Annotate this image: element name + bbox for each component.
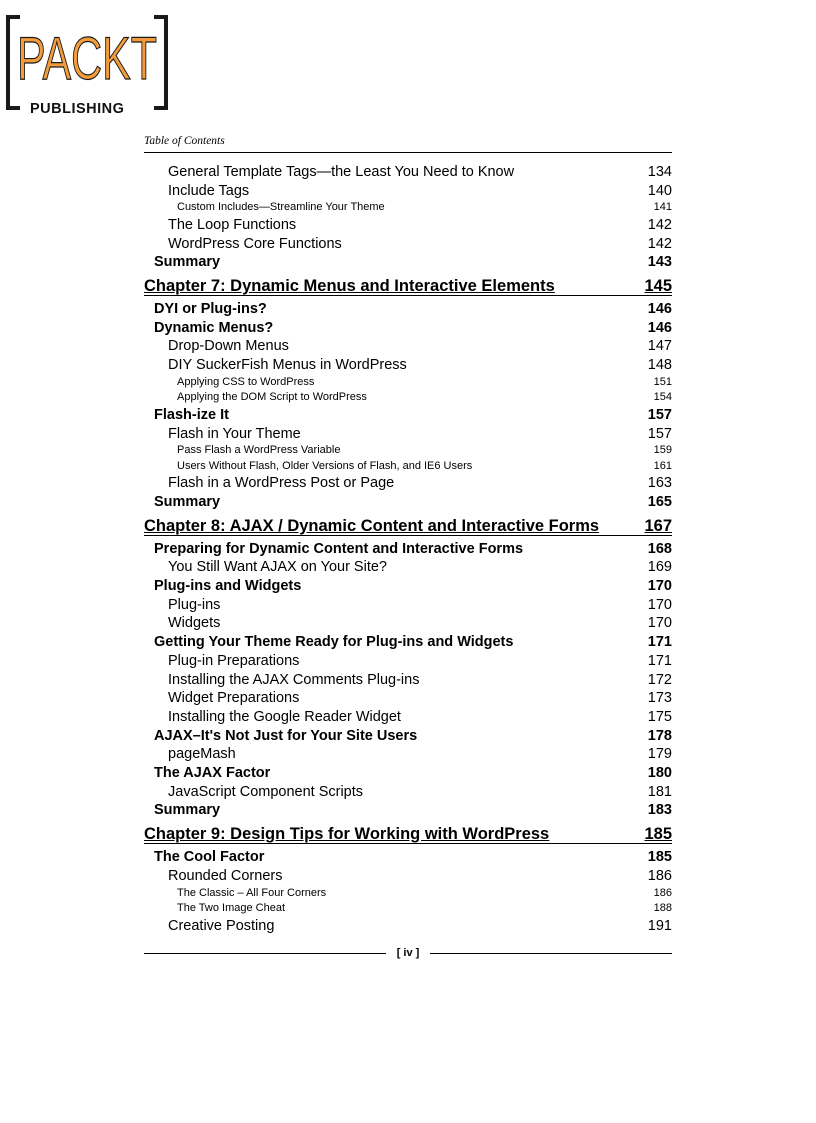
toc-entry-page: 179 [647,746,672,763]
toc-entry-title: Summary [154,493,221,510]
toc-entry-page: 145 [644,277,672,295]
toc-entry-title: Widget Preparations [168,690,300,707]
toc-entry-page: 191 [647,917,672,934]
toc-row[interactable] [144,596,672,614]
toc-row[interactable] [144,216,672,234]
toc-entry-title: The Classic – All Four Corners [177,886,327,899]
toc-chapter-row[interactable] [144,516,672,536]
toc-row[interactable] [144,801,672,819]
toc-entry-title: Applying the DOM Script to WordPress [177,391,367,404]
toc-entry-page: 140 [647,182,672,199]
toc-entry-page: 146 [647,301,672,317]
toc-row[interactable] [144,652,672,670]
page-number: [ iv ] [396,947,420,959]
toc-entry-page: 175 [647,708,672,725]
toc-row[interactable] [144,406,672,424]
toc-entry-title: Flash in a WordPress Post or Page [168,475,395,492]
toc-entry-page: 148 [647,357,672,374]
toc-entry-page: 141 [653,201,672,214]
toc-row[interactable] [144,356,672,374]
toc-row[interactable] [144,425,672,443]
toc-entry-title: Installing the Google Reader Widget [168,708,401,725]
toc-entry-title: Chapter 7: Dynamic Menus and Interactive Elements [144,277,555,295]
toc-entry-page: 163 [647,475,672,492]
logo-subword: PUBLISHING [30,101,125,117]
toc-entry-page: 169 [647,559,672,576]
toc-entry-page: 154 [653,391,672,404]
toc-entry-page: 173 [647,690,672,707]
toc-row[interactable] [144,182,672,200]
toc-entry-title: Users Without Flash, Older Versions of Flash, and IE6 Users [177,459,473,472]
toc-row[interactable] [144,764,672,782]
toc-entry-page: 185 [647,849,672,866]
toc-entry-page: 142 [647,216,672,233]
toc-row[interactable] [144,901,672,915]
toc-entry-page: 159 [653,444,672,457]
toc-entry-title: WordPress Core Functions [168,235,342,252]
toc-row[interactable] [144,745,672,763]
toc-entry-page: 186 [647,867,672,884]
toc-row[interactable] [144,558,672,576]
toc-row[interactable] [144,633,672,651]
toc-entry-page: 188 [653,902,672,914]
toc-row[interactable] [144,540,672,558]
toc-entry-page: 170 [647,596,672,613]
toc-row[interactable] [144,577,672,595]
toc-entry-page: 142 [647,235,672,252]
toc-entry-title: Plug-ins and Widgets [154,578,302,594]
toc-row[interactable] [144,253,672,271]
toc-row[interactable] [144,319,672,337]
toc-entry-page: 165 [647,493,672,510]
toc-entry-title: Widgets [168,615,221,632]
toc-row[interactable] [144,474,672,492]
toc-entry-title: Applying CSS to WordPress [177,375,315,388]
toc-entry-title: Dynamic Menus? [154,319,274,336]
toc-entry-page: 161 [653,459,672,472]
toc-entry-page: 167 [644,516,672,535]
toc-row[interactable] [144,390,672,404]
toc-entry-title: Chapter 8: AJAX / Dynamic Content and Interactive Forms [144,516,600,535]
toc-row[interactable] [144,235,672,253]
toc-row[interactable] [144,200,672,214]
toc-row[interactable] [144,727,672,745]
toc-entry-title: JavaScript Component Scripts [168,783,364,800]
toc-entry-title: AJAX–It's Not Just for Your Site Users [154,727,418,744]
toc-row[interactable] [144,671,672,689]
toc-entry-page: 170 [647,578,672,594]
toc-entry-page: 151 [653,375,672,388]
toc-entry-page: 146 [647,319,672,336]
toc-row[interactable] [144,459,672,473]
toc-entry-page: 171 [647,652,672,669]
toc-entry-title: Installing the AJAX Comments Plug-ins [168,671,420,688]
packt-logo-mark [6,15,168,92]
running-header: Table of Contents [144,135,225,147]
toc-row[interactable] [144,783,672,801]
toc-entry-page: 178 [647,727,672,744]
toc-row[interactable] [144,493,672,511]
toc-entry-title: Custom Includes—Streamline Your Theme [177,201,385,214]
toc-entry-title: Flash in Your Theme [168,425,301,442]
toc-entry-title: The Loop Functions [168,216,297,233]
toc-entry-page: 157 [647,425,672,442]
toc-entry-page: 171 [647,634,672,651]
toc-entry-page: 185 [644,825,672,844]
toc-entry-page: 168 [647,540,672,557]
toc-entry-page: 170 [647,615,672,632]
toc-entry-title: Preparing for Dynamic Content and Interactive Forms [154,540,524,557]
toc-entry-page: 180 [647,765,672,781]
toc-entry-title: Getting Your Theme Ready for Plug-ins and Widgets [154,634,514,651]
toc-entry-title: The Cool Factor [154,849,265,866]
toc-entry-page: 172 [647,671,672,688]
toc-entry-title: Rounded Corners [168,867,283,884]
toc-row[interactable] [144,708,672,726]
toc-row[interactable] [144,689,672,707]
toc-row[interactable] [144,163,672,181]
toc-entry-page: 181 [647,783,672,800]
toc-entry-page: 143 [647,254,672,271]
toc-entry-page: 186 [653,886,672,899]
toc-row[interactable] [144,337,672,355]
toc-row[interactable] [144,867,672,885]
toc-entry-title: Summary [154,802,221,819]
toc-entry-title: DYI or Plug-ins? [154,301,267,317]
toc-entry-page: 183 [647,802,672,819]
toc-row[interactable] [144,917,672,935]
footer-rule-right [430,953,672,954]
header-rule [144,152,672,153]
toc-row[interactable] [144,848,672,866]
toc-entry-page: 134 [647,164,672,180]
toc-entry-title: Plug-in Preparations [168,652,300,669]
toc-entry-title: You Still Want AJAX on Your Site? [168,559,387,576]
toc-entry-title: Include Tags [168,182,250,199]
toc-row[interactable] [144,886,672,900]
toc-row[interactable] [144,443,672,457]
toc-entry-title: Pass Flash a WordPress Variable [177,444,341,457]
packt-publishing-logo [6,15,168,117]
toc-row[interactable] [144,300,672,318]
toc-entry-page: 147 [647,338,672,355]
page-footer [144,946,672,960]
toc-entry-title: Flash-ize It [154,406,229,423]
toc-entry-title: The Two Image Cheat [177,902,286,914]
logo-word: PACKT [17,25,157,92]
toc-row[interactable] [144,375,672,389]
toc-entry-page: 157 [647,406,672,423]
toc-row[interactable] [144,614,672,632]
toc-chapter-row[interactable] [144,824,672,844]
toc-entry-title: Creative Posting [168,917,275,934]
toc-entry-title: The AJAX Factor [154,765,271,781]
toc-entry-title: pageMash [168,746,236,763]
toc-entry-title: Chapter 9: Design Tips for Working with WordPress [144,825,550,844]
toc-entry-title: Drop-Down Menus [168,338,289,355]
toc-entry-title: General Template Tags—the Least You Need to Know [168,164,515,180]
toc-entry-title: DIY SuckerFish Menus in WordPress [168,357,407,374]
toc-chapter-row[interactable] [144,276,672,296]
toc-entry-title: Summary [154,254,221,271]
toc-entry-title: Plug-ins [168,596,221,613]
